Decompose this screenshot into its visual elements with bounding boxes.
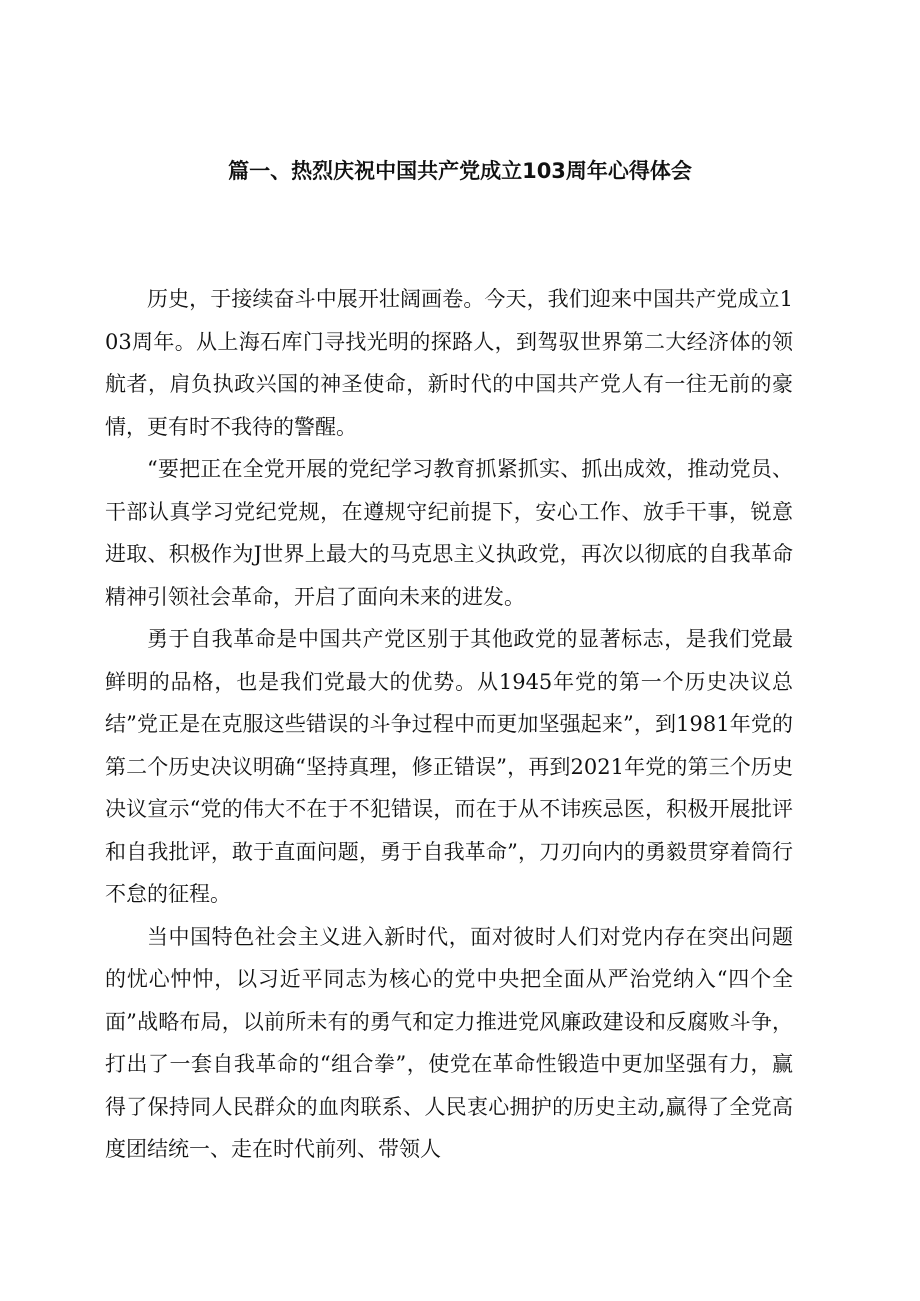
document-title: 篇一、热烈庆祝中国共产党成立103周年心得体会: [228, 159, 692, 183]
paragraph-3: 勇于自我革命是中国共产党区别于其他政党的显著标志，是我们党最鲜明的品格，也是我们党最大的优势。从1945年党的第一个历史决议总结”党正是在克服这些错误的斗争过程中而更加坚强起来”，到1981年党的第二个历史决议明确“坚持真理，修正错误”，再到2021年党的第三个历史决议宣示“党的伟大不在于不犯错误，而在于从不讳疾忌医，积极开展批评和自我批评，敢于直面问题，勇于自我革命”，刀刃向内的勇毅贯穿着筒行不怠的征程。: [105, 627, 793, 906]
paragraph-2: “要把正在全党开展的党纪学习教育抓紧抓实、抓出成效，推动党员、干部认真学习党纪党规，在遵规守纪前提下，安心工作、放手干事，锐意进取、积极作为J世界上最大的马克思主义执政党，再次以彻底的自我革命精神引领社会革命，开启了面向未来的进发。: [105, 457, 793, 609]
document-body: [105, 278, 793, 1171]
paragraph-1: 历史，于接续奋斗中展开壮阔画卷。今天，我们迎来中国共产党成立103周年。从上海石库门寻找光明的探路人，到驾驭世界第二大经济体的领航者，肩负执政兴国的神圣使命，新时代的中国共产党人有一往无前的豪情，更有时不我待的警醒。: [105, 287, 793, 439]
paragraph-4: 当中国特色社会主义进入新时代，面对彼时人们对党内存在突出问题的忧心忡忡，以习近平同志为核心的党中央把全面从严治党纳入“四个全面”战略布局，以前所未有的勇气和定力推进党风廉政建设和反腐败斗争，打出了一套自我革命的“组合拳”，使党在革命性锻造中更加坚强有力，赢得了保持同人民群众的血肉联系、人民衷心拥护的历史主动,赢得了全党高度团结统一、走在时代前列、带领人: [105, 924, 793, 1161]
